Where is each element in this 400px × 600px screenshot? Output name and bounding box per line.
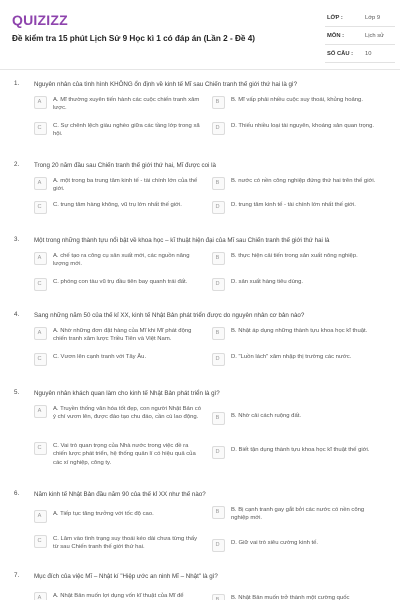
question-number: 6. <box>14 490 20 497</box>
question-text: Nguyên nhân khách quan làm cho kinh tế Nhật Bản phát triển là gì? <box>34 390 220 397</box>
meta-value: 10 <box>365 51 372 57</box>
option-letter: D <box>215 125 220 131</box>
option-letter: D <box>215 204 220 210</box>
question-text: Một trong những thành tựu nổi bật về khoa học – kĩ thuật hiện đại của Mĩ sau Chiến tranh thế giới thứ hai là <box>34 237 330 244</box>
option-letter: C <box>37 538 42 544</box>
option-letter: C <box>37 281 42 287</box>
option-letter: A <box>37 408 42 414</box>
meta-label: MÔN : <box>327 33 345 39</box>
option-text: A. Mĩ thường xuyên tiến hành các cuộc chiến tranh xâm lược. <box>53 97 200 112</box>
option-letter: A <box>37 595 42 600</box>
answer-option-b[interactable] <box>212 594 387 600</box>
option-text: B. Nhật áp dụng những thành tựu khoa học kĩ thuật. <box>231 328 368 334</box>
option-letter: A <box>37 99 42 105</box>
question-text: Nguyên nhân của tình hình KHÔNG ổn định về kinh tế Mĩ sau Chiến tranh thế giới thứ hai là gì? <box>34 81 298 88</box>
document-header <box>0 0 400 70</box>
option-letter: C <box>37 204 42 210</box>
question-number: 2. <box>14 161 20 168</box>
meta-row-subject <box>325 30 395 45</box>
meta-value: Lịch sử <box>365 33 385 39</box>
option-text: A. Tiếp tục tăng trưởng với tốc độ cao. <box>53 511 154 517</box>
meta-row-class <box>325 12 395 27</box>
option-text: A. Nhờ những đơn đặt hàng của Mĩ khi Mĩ phát động chiến tranh xâm lược Triều Tiên và Việt Nam. <box>53 328 192 343</box>
question-number: 5. <box>14 389 20 396</box>
option-letter: D <box>215 356 220 362</box>
option-letter: A <box>37 330 42 336</box>
option-letter: B <box>215 415 220 421</box>
option-text: D. "Luồn lách" xâm nhập thị trường các nước. <box>231 354 352 360</box>
option-text: A. Nhật Bản muốn lợi dụng vốn kĩ thuật của Mĩ để <box>53 593 184 599</box>
question-text: Trong 20 năm đầu sau Chiến tranh thế giới thứ hai, Mĩ được coi là <box>34 162 216 169</box>
option-letter: D <box>215 542 220 548</box>
question-number: 3. <box>14 236 20 243</box>
option-text: B. Mĩ vấp phải nhiều cuộc suy thoái, khủng hoảng. <box>231 97 363 103</box>
option-letter: D <box>215 281 220 287</box>
option-text: B. Bị cạnh tranh gay gắt bởi các nước có nền công nghiệp mới. <box>231 507 365 522</box>
option-text: A. Truyền thống văn hóa tốt đẹp, con người Nhật Bản có ý chí vươn lên, được đào tạo chu đáo, cần cù lao động. <box>53 406 201 421</box>
option-text: B. Nhật Bản muốn trở thành một cường quốc <box>231 595 350 600</box>
option-text: B. thực hiện cải tiến trong sản xuất nông nghiệp. <box>231 253 358 259</box>
option-letter: C <box>37 125 42 131</box>
option-letter: A <box>37 513 42 519</box>
question-text: Sang những năm 50 của thế kỉ XX, kinh tế Nhật Bản phát triển được do nguyên nhân cơ bản nào? <box>34 312 305 319</box>
document-title: Đề kiểm tra 15 phút Lịch Sử 9 Học kì 1 có đáp án (Lần 2 - Đề 4) <box>12 34 255 43</box>
option-text: D. Thiếu nhiều loại tài nguyên, khoáng sản quan trọng. <box>231 123 375 129</box>
option-text: D. sản xuất hàng tiêu dùng. <box>231 279 304 285</box>
meta-label: LỚP : <box>327 15 343 21</box>
option-text: A. chế tạo ra công cụ sản xuất mới, các nguồn năng lượng mới. <box>53 253 190 268</box>
option-text: B. Nhờ cải cách ruộng đất. <box>231 413 302 419</box>
option-letter: A <box>37 255 42 261</box>
option-text: A. một trong ba trung tâm kinh tế - tài chính lớn của thế giới. <box>53 178 198 193</box>
question-number: 4. <box>14 311 20 318</box>
option-letter: B <box>215 180 220 186</box>
option-text: D. Biết tận dụng thành tựu khoa học kĩ thuật thế giới. <box>231 447 370 453</box>
option-letter: B <box>215 330 220 336</box>
question-number: 1. <box>14 80 20 87</box>
meta-value: Lớp 9 <box>365 15 381 21</box>
option-text: C. Vai trò quan trọng của Nhà nước trong việc đề ra chiến lược phát triển, hệ thống quản lí có hiệu quả của các xí nghiệp, công ty. <box>53 443 196 466</box>
quizizz-logo[interactable]: QUIZIZZ <box>12 12 68 28</box>
option-letter: A <box>37 180 42 186</box>
option-letter: B <box>215 255 220 261</box>
answer-option-a[interactable] <box>34 592 209 600</box>
question-text: Năm kinh tế Nhật Bản đầu năm 90 của thế kỉ XX như thế nào? <box>34 491 206 498</box>
meta-label: SỐ CÂU : <box>327 51 354 57</box>
option-text: C. trung tâm hàng không, vũ trụ lớn nhất thế giới. <box>53 202 182 208</box>
option-text: C. Lâm vào tình trạng suy thoái kéo dài chưa từng thấy từ sau Chiến tranh thế giới thứ hai. <box>53 536 198 551</box>
meta-row-question-count <box>325 48 395 63</box>
option-text: C. phóng con tàu vũ trụ đầu tiên bay quanh trái đất. <box>53 279 188 285</box>
option-letter: B <box>215 99 220 105</box>
question-number: 7. <box>14 572 20 579</box>
option-letter: B <box>215 509 220 515</box>
option-letter: B <box>215 597 220 600</box>
question-text: Mục đích của việc Mĩ – Nhật kí "Hiệp ước an ninh Mĩ – Nhật" là gì? <box>34 573 218 580</box>
meta-panel <box>325 12 395 66</box>
option-text: D. trung tâm kinh tế - tài chính lớn nhất thế giới. <box>231 202 356 208</box>
option-letter: C <box>37 445 42 451</box>
option-text: C. Sự chênh lệch giàu nghèo giữa các tầng lớp trong xã hội. <box>53 123 200 138</box>
option-letter: C <box>37 356 42 362</box>
option-text: C. Vươn lên cạnh tranh với Tây Âu. <box>53 354 147 360</box>
option-letter: D <box>215 449 220 455</box>
option-text: B. nước có nền công nghiệp đứng thứ hai trên thế giới. <box>231 178 376 184</box>
option-text: D. Giữ vai trò siêu cường kinh tế. <box>231 540 319 546</box>
